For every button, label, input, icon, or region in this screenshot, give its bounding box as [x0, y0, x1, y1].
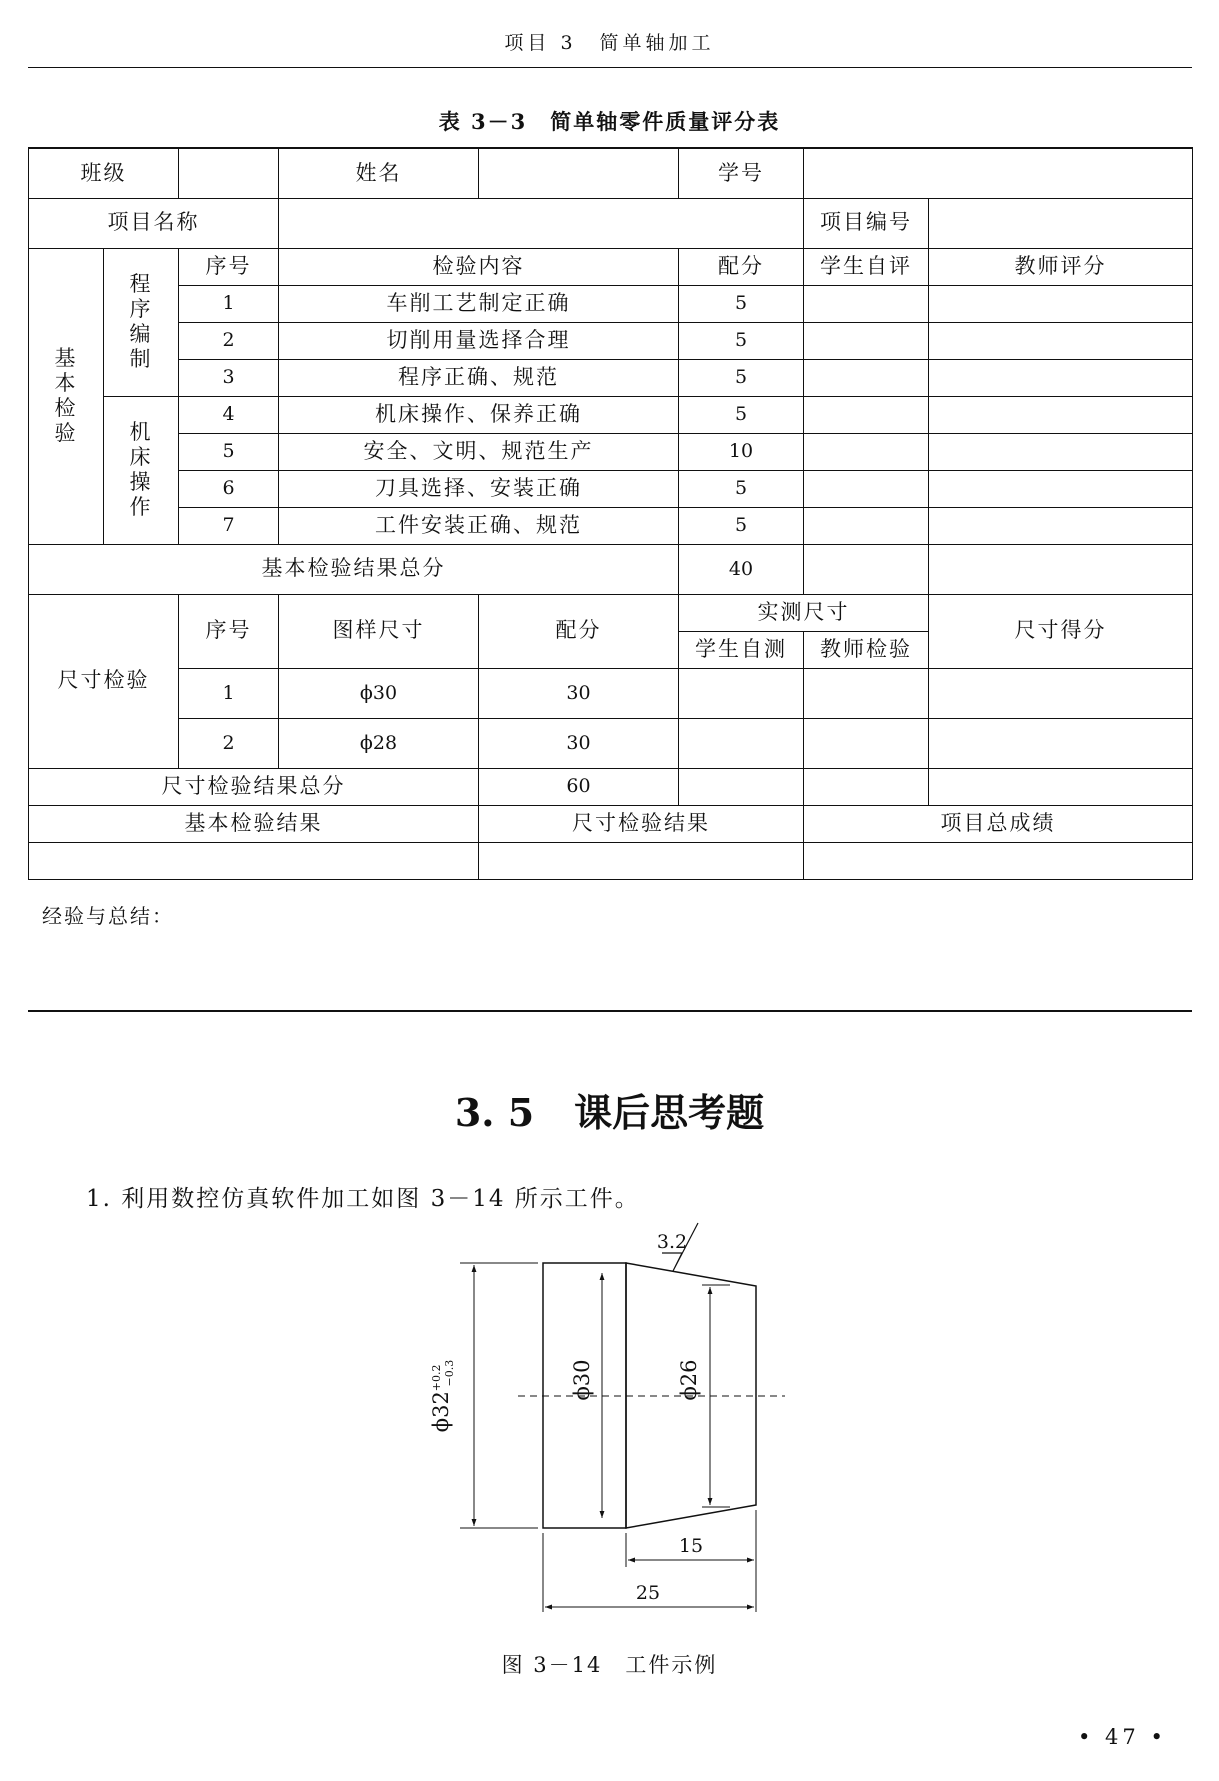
dim-total-label: 尺寸检验结果总分 — [29, 768, 479, 805]
result-dim-label: 尺寸检验结果 — [479, 805, 804, 842]
table-row — [29, 359, 1193, 396]
teacher-eval-cell[interactable] — [929, 285, 1193, 322]
row-content: 程序正确、规范 — [279, 359, 679, 396]
table-caption: 表 3－3 简单轴零件质量评分表 — [438, 109, 781, 134]
basic-total-score: 40 — [679, 544, 804, 594]
summary-label: 经验与总结： — [42, 904, 174, 928]
row-content: 车削工艺制定正确 — [279, 285, 679, 322]
result-basic-label: 基本检验结果 — [29, 805, 479, 842]
roughness-label: 3.2 — [656, 1231, 688, 1253]
teacher-eval-cell[interactable] — [929, 433, 1193, 470]
tolerance-upper: +0.2 — [430, 1364, 443, 1392]
student-measure-cell[interactable] — [679, 718, 804, 768]
name-value-cell[interactable] — [479, 148, 679, 198]
row-score: 5 — [679, 285, 804, 322]
row-score: 5 — [679, 507, 804, 544]
dim-total-score: 60 — [479, 768, 679, 805]
class-label: 班级 — [29, 148, 179, 198]
student-eval-cell[interactable] — [804, 507, 929, 544]
project-no-value-cell[interactable] — [929, 198, 1193, 248]
basic-total-teacher-cell[interactable] — [929, 544, 1193, 594]
dim-total-student-cell[interactable] — [679, 768, 804, 805]
row-no: 7 — [179, 507, 279, 544]
student-eval-cell[interactable] — [804, 396, 929, 433]
dim-score-header: 配分 — [479, 594, 679, 668]
result-basic-value-cell[interactable] — [29, 842, 479, 879]
table-row — [29, 322, 1193, 359]
teacher-eval-cell[interactable] — [929, 470, 1193, 507]
row-content: 切削用量选择合理 — [279, 322, 679, 359]
project-name-label: 项目名称 — [29, 198, 279, 248]
row-score: 5 — [679, 322, 804, 359]
col-teacher-eval-header: 教师评分 — [929, 248, 1193, 285]
dim-row-score: 30 — [479, 668, 679, 718]
basic-total-label: 基本检验结果总分 — [29, 544, 679, 594]
id-label: 学号 — [679, 148, 804, 198]
row-content: 机床操作、保养正确 — [279, 396, 679, 433]
running-header: 项目 3 简单轴加工 — [504, 32, 715, 54]
project-name-value-cell[interactable] — [279, 198, 804, 248]
result-total-label: 项目总成绩 — [804, 805, 1193, 842]
table-row — [29, 668, 1193, 718]
row-no: 6 — [179, 470, 279, 507]
project-no-label: 项目编号 — [804, 198, 929, 248]
class-value-cell[interactable] — [179, 148, 279, 198]
dim-group-label: 尺寸检验 — [29, 594, 179, 768]
basic-group-label: 基本检验 — [29, 248, 104, 544]
row-no: 3 — [179, 359, 279, 396]
diameter-30-label: ϕ30 — [570, 1359, 594, 1401]
header-rule — [28, 67, 1192, 68]
dim-student-measure-header: 学生自测 — [679, 631, 804, 668]
table-row — [29, 433, 1193, 470]
student-eval-cell[interactable] — [804, 322, 929, 359]
section-title: 课后思考题 — [574, 1091, 765, 1135]
teacher-eval-cell[interactable] — [929, 507, 1193, 544]
teacher-eval-cell[interactable] — [929, 322, 1193, 359]
row-score: 5 — [679, 359, 804, 396]
student-eval-cell[interactable] — [804, 359, 929, 396]
basic-total-student-cell[interactable] — [804, 544, 929, 594]
dim-points-cell[interactable] — [929, 668, 1193, 718]
grade-table — [28, 147, 1193, 880]
row-content: 安全、文明、规范生产 — [279, 433, 679, 470]
row-no: 4 — [179, 396, 279, 433]
id-value-cell[interactable] — [804, 148, 1193, 198]
dim-row-no: 1 — [179, 668, 279, 718]
diameter-26-label: ϕ26 — [677, 1359, 701, 1401]
row-no: 2 — [179, 322, 279, 359]
machine-label: 机床操作 — [104, 396, 179, 544]
table-row — [29, 285, 1193, 322]
row-score: 5 — [679, 470, 804, 507]
length-15-label: 15 — [678, 1535, 704, 1557]
tolerance-lower: −0.3 — [443, 1359, 456, 1387]
student-eval-cell[interactable] — [804, 470, 929, 507]
dim-seq-header: 序号 — [179, 594, 279, 668]
table-row — [29, 507, 1193, 544]
row-content: 刀具选择、安装正确 — [279, 470, 679, 507]
teacher-check-cell[interactable] — [804, 718, 929, 768]
row-score: 10 — [679, 433, 804, 470]
row-content: 工件安装正确、规范 — [279, 507, 679, 544]
table-row — [29, 718, 1193, 768]
section-heading — [0, 1082, 1219, 1137]
result-total-value-cell[interactable] — [804, 842, 1193, 879]
col-content-header: 检验内容 — [279, 248, 679, 285]
page-number: • 47 • — [1078, 1725, 1167, 1749]
teacher-check-cell[interactable] — [804, 668, 929, 718]
student-eval-cell[interactable] — [804, 433, 929, 470]
row-no: 1 — [179, 285, 279, 322]
summary-rule — [28, 1010, 1192, 1012]
svg-text:ϕ32+0.2−0.3 — [429, 1360, 456, 1432]
dim-teacher-check-header: 教师检验 — [804, 631, 929, 668]
dim-points-cell[interactable] — [929, 718, 1193, 768]
teacher-eval-cell[interactable] — [929, 396, 1193, 433]
name-label: 姓名 — [279, 148, 479, 198]
student-eval-cell[interactable] — [804, 285, 929, 322]
dim-drawing-size-header: 图样尺寸 — [279, 594, 479, 668]
dim-total-teacher-cell[interactable] — [804, 768, 929, 805]
dim-row-size: ϕ30 — [279, 668, 479, 718]
dim-total-points-cell[interactable] — [929, 768, 1193, 805]
row-score: 5 — [679, 396, 804, 433]
dim-measured-header: 实测尺寸 — [679, 594, 929, 631]
table-row — [29, 396, 1193, 433]
figure-caption: 图 3－14 工件示例 — [501, 1653, 718, 1677]
student-measure-cell[interactable] — [679, 668, 804, 718]
col-seq-header: 序号 — [179, 248, 279, 285]
teacher-eval-cell[interactable] — [929, 359, 1193, 396]
question-1: 1. 利用数控仿真软件加工如图 3－14 所示工件。 — [86, 1186, 640, 1212]
programming-label: 程序编制 — [104, 248, 179, 396]
outer-diameter-label: ϕ32 — [429, 1391, 453, 1433]
dim-row-score: 30 — [479, 718, 679, 768]
col-score-header: 配分 — [679, 248, 804, 285]
section-number: 3. 5 — [454, 1090, 535, 1135]
length-25-label: 25 — [635, 1582, 661, 1604]
dim-row-no: 2 — [179, 718, 279, 768]
row-no: 5 — [179, 433, 279, 470]
dim-points-header: 尺寸得分 — [929, 594, 1193, 668]
table-row — [29, 470, 1193, 507]
col-student-eval-header: 学生自评 — [804, 248, 929, 285]
dim-row-size: ϕ28 — [279, 718, 479, 768]
result-dim-value-cell[interactable] — [479, 842, 804, 879]
workpiece-drawing — [420, 1215, 800, 1635]
